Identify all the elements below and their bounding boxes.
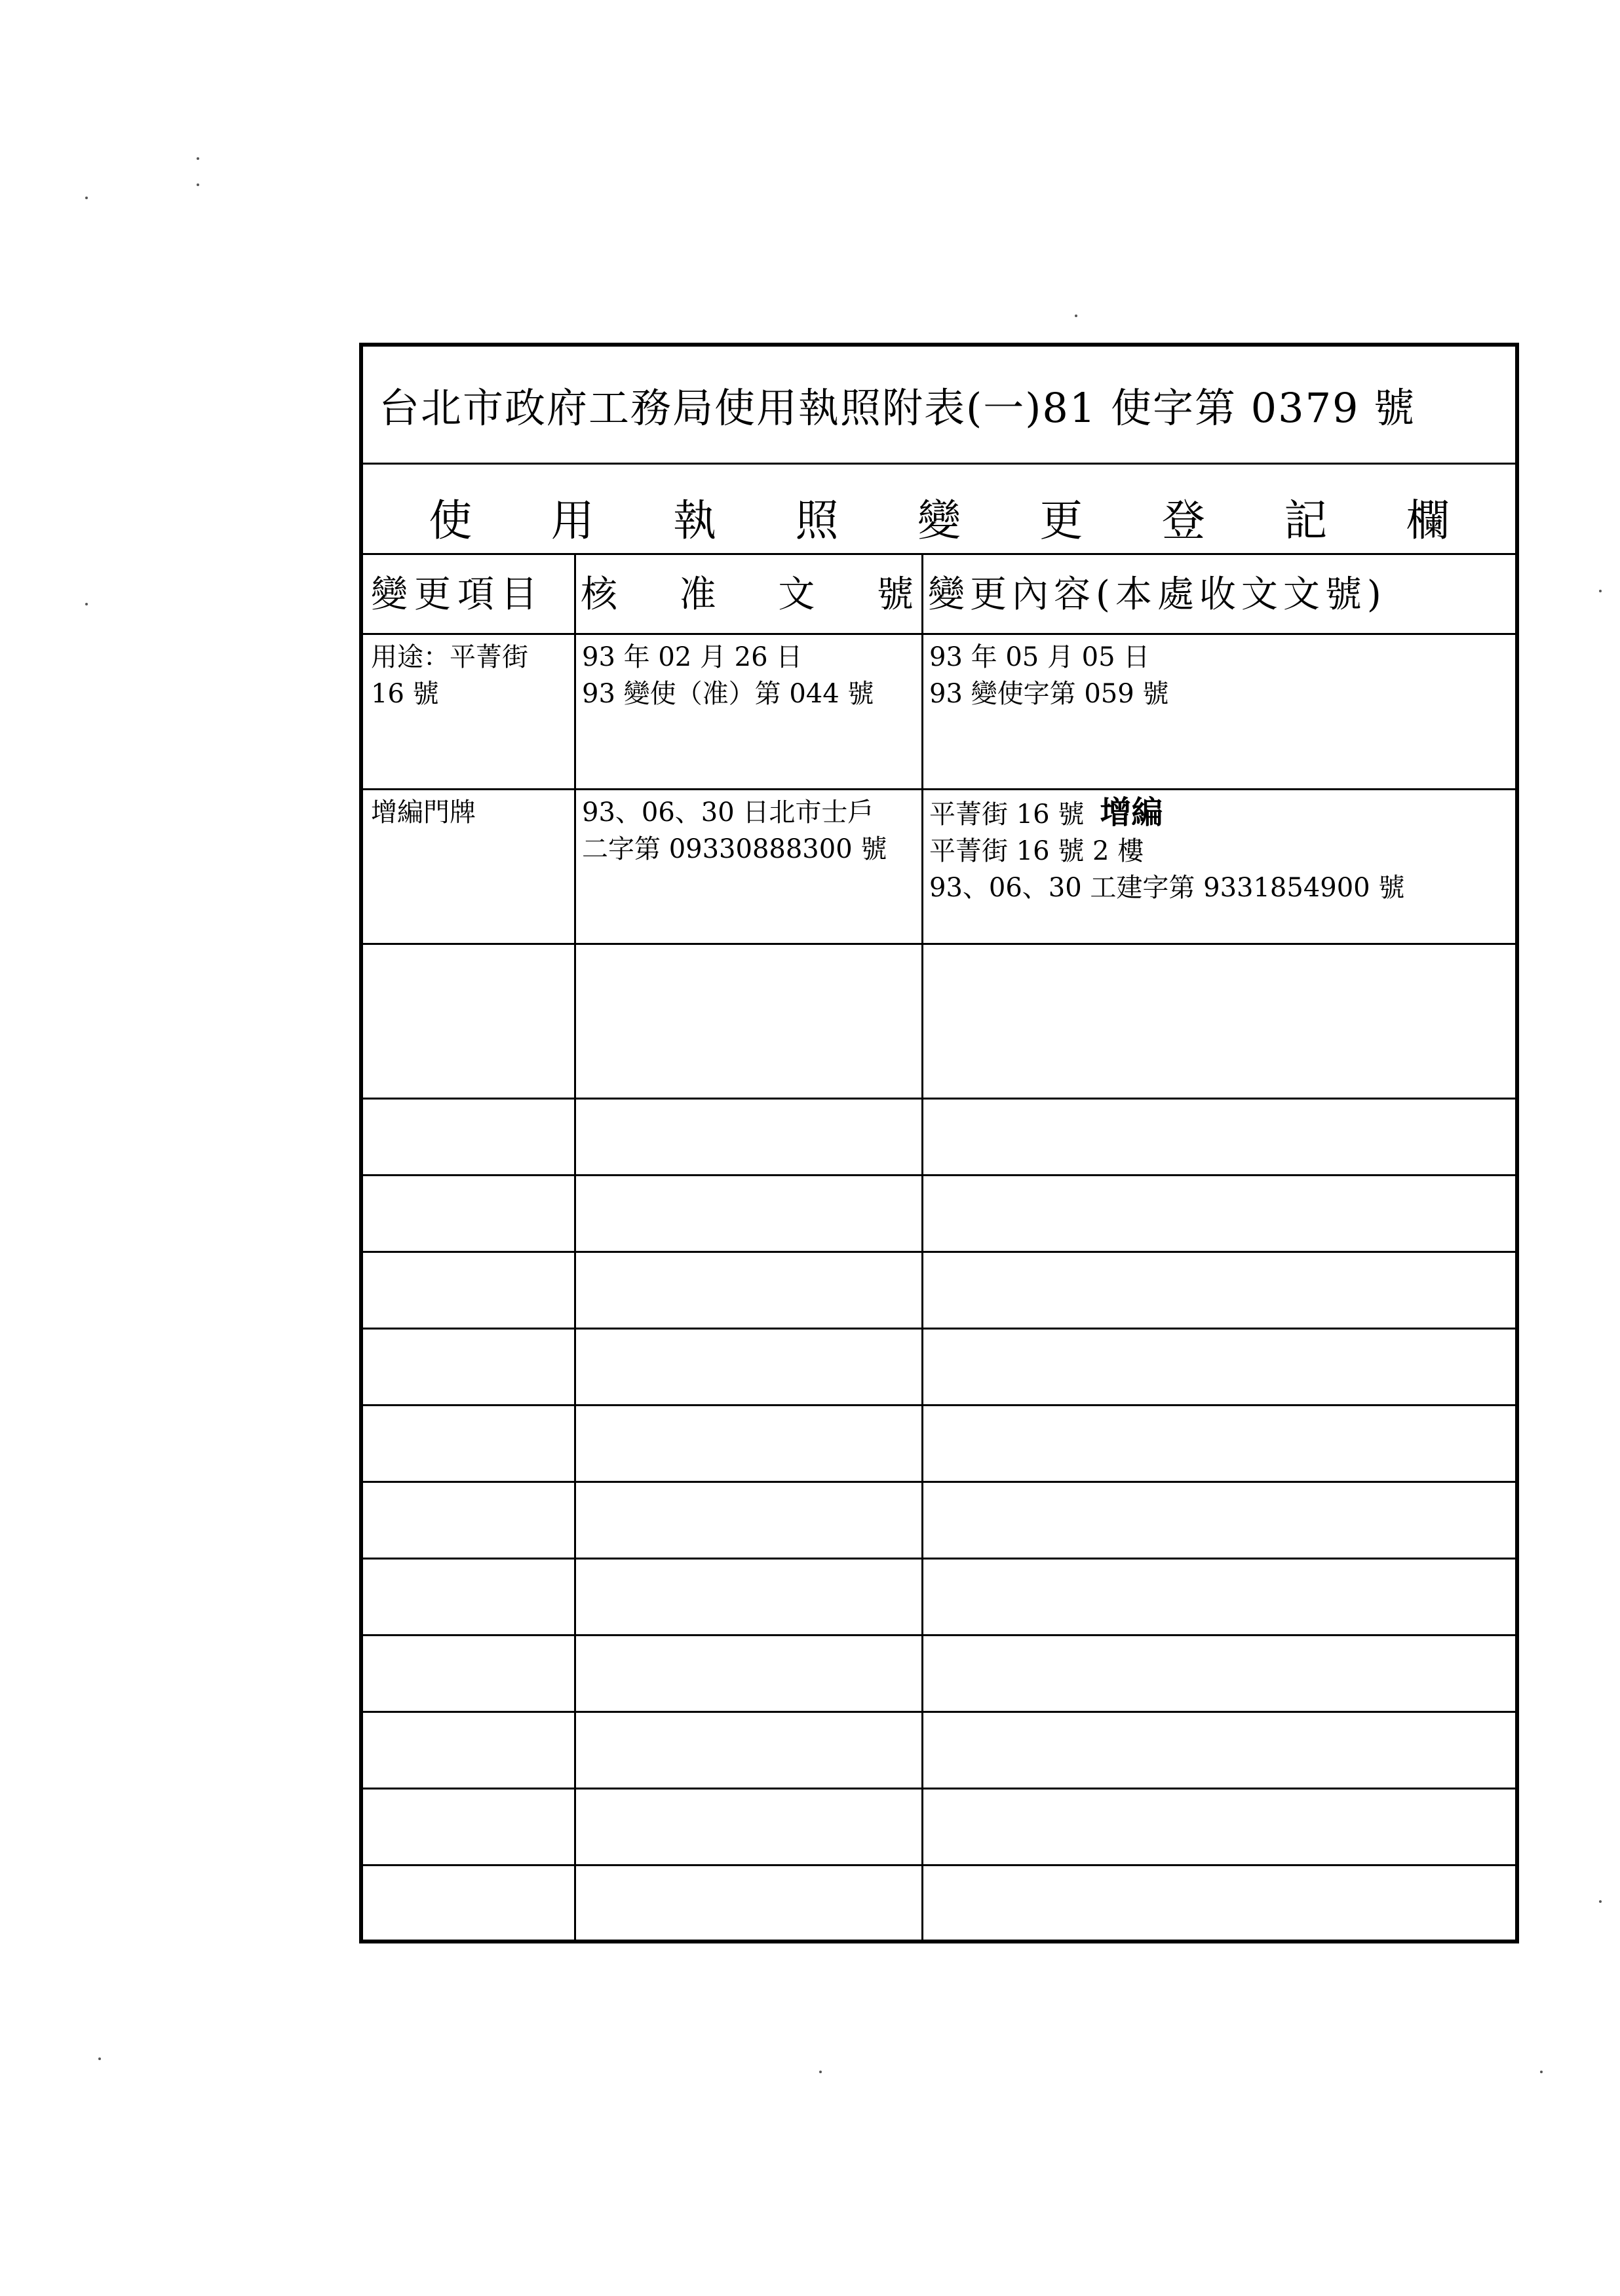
title-row — [363, 347, 1515, 465]
row-text-line: 16 號 — [371, 679, 439, 709]
subtitle-char: 記 — [1284, 495, 1328, 546]
scan-speck — [85, 603, 88, 605]
row-text-line: 平菁街 16 號 2 樓 — [929, 836, 1144, 866]
row-change-item — [371, 639, 528, 712]
row-text-segment: 平菁街 16 號 — [929, 799, 1085, 830]
subtitle-char: 欄 — [1406, 495, 1450, 546]
subtitle-char: 變 — [917, 495, 961, 546]
added-number-tag: 增編 — [1100, 794, 1163, 831]
header-change-item: 變更項目 — [371, 573, 544, 616]
header-char: 文 — [778, 573, 815, 616]
scan-speck — [98, 2057, 101, 2060]
subtitle-row — [363, 465, 1515, 555]
scan-speck — [819, 2071, 822, 2073]
header-char: 號 — [876, 573, 914, 616]
subtitle-char: 用 — [550, 495, 594, 546]
empty-table-row — [363, 1406, 1515, 1483]
row-text-line: 93 變使字第 059 號 — [929, 679, 1169, 709]
table-row — [363, 635, 1515, 790]
empty-table-row — [363, 1483, 1515, 1559]
empty-table-row — [363, 1789, 1515, 1866]
subtitle-char: 使 — [429, 495, 473, 546]
column-divider — [921, 555, 923, 1940]
scan-speck — [1599, 590, 1602, 592]
table-row — [363, 790, 1515, 945]
registration-form-table — [359, 343, 1519, 1943]
empty-table-row — [363, 1253, 1515, 1330]
row-text-line: 93 變使（准）第 044 號 — [582, 679, 874, 709]
empty-table-row — [363, 1559, 1515, 1636]
scan-speck — [1540, 2071, 1543, 2073]
subtitle-char: 執 — [673, 495, 717, 546]
row-text-line: 93 年 02 月 26 日 — [582, 642, 803, 672]
column-header-row — [363, 555, 1515, 635]
header-change-content: 變更內容(本處收文文號) — [928, 573, 1387, 616]
row-text-line: 用途：平菁街 — [371, 642, 528, 672]
subtitle-char: 照 — [795, 495, 839, 546]
scan-speck — [197, 157, 199, 160]
row-text-line: 93、06、30 工建字第 9331854900 號 — [929, 873, 1405, 903]
row-text-line: 93 年 05 月 05 日 — [929, 642, 1150, 672]
subtitle-char: 登 — [1161, 495, 1205, 546]
header-char: 核 — [581, 573, 617, 616]
empty-table-row — [363, 1100, 1515, 1176]
form-title: 台北市政府工務局使用執照附表(一)81 使字第 0379 號 — [379, 384, 1416, 432]
subtitle-char: 更 — [1039, 495, 1083, 546]
row-approval-number — [582, 794, 887, 868]
scan-speck — [1599, 1900, 1602, 1903]
row-approval-number — [582, 639, 874, 712]
empty-table-row — [363, 1713, 1515, 1789]
row-text-line: 增編門牌 — [371, 797, 476, 828]
empty-table-row — [363, 1636, 1515, 1713]
empty-table-row — [363, 1866, 1515, 1943]
scan-speck — [85, 197, 88, 199]
row-text-line: 93、06、30 日北市士戶 — [582, 797, 874, 828]
row-text-line: 二字第 09330888300 號 — [582, 834, 887, 864]
scan-speck — [197, 183, 199, 186]
row-change-content — [929, 794, 1404, 906]
header-approval-number — [581, 555, 921, 635]
row-text-line — [929, 794, 1404, 833]
scan-speck — [1075, 315, 1077, 317]
header-char: 准 — [679, 573, 716, 616]
empty-table-row — [363, 1330, 1515, 1406]
row-change-content — [929, 639, 1168, 712]
empty-table-row — [363, 945, 1515, 1100]
row-change-item — [371, 794, 476, 831]
form-subtitle — [363, 486, 1515, 548]
empty-table-row — [363, 1176, 1515, 1253]
column-divider — [574, 555, 576, 1940]
